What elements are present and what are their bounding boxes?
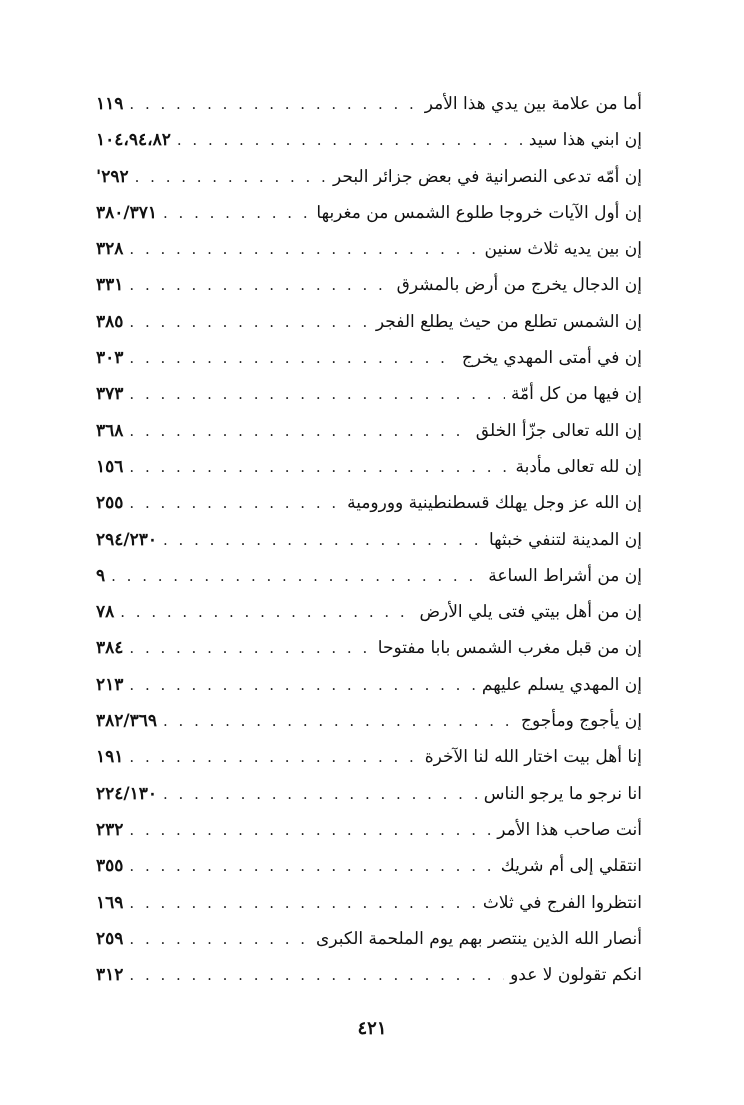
- entry-page-number: ١١٩: [96, 94, 124, 114]
- dot-leader: [129, 421, 469, 441]
- entry-text: أما من علامة بين يدي هذا الأمر: [424, 94, 642, 114]
- entry-page-number: ٣٣١: [96, 275, 124, 296]
- index-entry: [96, 675, 642, 711]
- dot-leader: [129, 348, 455, 368]
- entry-page-number: ١٩١: [96, 747, 124, 768]
- entry-page-number: ٢٢٤/١٣٠: [96, 783, 157, 804]
- dot-leader: [129, 638, 371, 658]
- entry-text: إن يأجوج ومأجوج: [521, 711, 642, 732]
- entry-text: انا نرجو ما يرجو الناس: [483, 783, 642, 804]
- entry-page-number: ١٥٦: [96, 456, 124, 477]
- entry-page-number: ٣٨٥: [96, 311, 124, 332]
- dot-leader: [129, 493, 341, 513]
- entry-page-number: ١٠٤،٩٤،٨٢: [96, 130, 171, 151]
- index-entry: [96, 130, 642, 166]
- index-entry: [96, 784, 642, 820]
- dot-leader: [129, 820, 491, 840]
- entry-text: إن الدجال يخرج من أرض بالمشرق: [396, 275, 642, 296]
- index-entry: [96, 94, 642, 130]
- dot-leader: [135, 167, 327, 187]
- dot-leader: [163, 711, 515, 731]
- dot-leader: [120, 602, 413, 622]
- dot-leader: [163, 530, 483, 550]
- entry-text: انكم تقولون لا عدو: [510, 965, 642, 986]
- index-entry: [96, 530, 642, 566]
- index-entry: [96, 384, 642, 420]
- entry-text: إن أول الآيات خروجا طلوع الشمس من مغربها: [316, 202, 642, 223]
- entry-text: إن لله تعالى مأدبة: [515, 456, 642, 477]
- entry-text: أنت صاحب هذا الأمر: [497, 819, 642, 840]
- index-entry: [96, 348, 642, 384]
- entry-text: انتظروا الفرج في ثلاث: [482, 892, 642, 913]
- entry-text: إن من قبل مغرب الشمس بابا مفتوحا: [377, 638, 642, 659]
- dot-leader: [129, 965, 504, 985]
- entry-text: إن الله عز وجل يهلك قسطنطينية وورومية: [347, 493, 642, 514]
- index-entry: [96, 747, 642, 783]
- dot-leader: [129, 893, 477, 913]
- page-number: ٤٢١: [357, 1018, 387, 1039]
- entry-page-number: ٣٨٤: [96, 638, 124, 659]
- dot-leader: [129, 239, 478, 259]
- entry-page-number: ٣٨٢/٣٦٩: [96, 711, 157, 732]
- entry-page-number: ٣٠٣: [96, 348, 124, 369]
- entry-page-number: ٣٧٣: [96, 384, 124, 405]
- entry-text: إن أمّه تدعى النصرانية في بعض جزائر البحر: [333, 166, 642, 187]
- entry-text: انتقلي إلى أم شريك: [500, 856, 642, 877]
- index-entry: [96, 638, 642, 674]
- entry-page-number: ٧٨: [96, 602, 115, 623]
- dot-leader: [129, 856, 494, 876]
- entry-text: أنصار الله الذين ينتصر بهم يوم الملحمة الكبرى: [316, 928, 642, 949]
- index-entry: [96, 239, 642, 275]
- entry-page-number: ٢٣٢: [96, 819, 124, 840]
- index-entry: [96, 167, 642, 203]
- entry-text: إن الشمس تطلع من حيث يطلع الفجر: [375, 311, 642, 332]
- index-entry: [96, 893, 642, 929]
- dot-leader: [129, 94, 418, 114]
- index-entry: [96, 203, 642, 239]
- entry-text: إن الله تعالى جزّأ الخلق: [475, 420, 642, 441]
- entry-page-number: ٣١٢: [96, 965, 124, 986]
- entry-page-number: ١٦٩: [96, 892, 124, 913]
- entry-text: إن من أهل بيتي فتى يلي الأرض: [419, 602, 642, 623]
- index-entry: [96, 602, 642, 638]
- dot-leader: [129, 275, 390, 295]
- dot-leader: [111, 566, 482, 586]
- index-entry: [96, 421, 642, 457]
- dot-leader: [129, 929, 310, 949]
- index-entry: [96, 929, 642, 965]
- index-entry: [96, 312, 642, 348]
- entry-text: إن بين يديه ثلاث سنين: [484, 239, 642, 260]
- entry-text: إن المدينة لتنفي خبثها: [488, 529, 642, 550]
- entry-page-number: ٣٢٨: [96, 239, 124, 260]
- entry-text: إن ابني هذا سيد: [528, 130, 642, 151]
- index-entry: [96, 275, 642, 311]
- index-entry: [96, 965, 642, 1001]
- entry-page-number: ٢٥٩: [96, 928, 124, 949]
- entry-text: إن المهدي يسلم عليهم: [481, 674, 642, 695]
- dot-leader: [129, 675, 475, 695]
- entry-text: إن فيها من كل أمّة: [510, 384, 642, 405]
- dot-leader: [129, 312, 369, 332]
- dot-leader: [129, 457, 509, 477]
- entry-page-number: ٩: [96, 565, 106, 586]
- entry-text: إن من أشراط الساعة: [488, 565, 642, 586]
- index-entry: [96, 856, 642, 892]
- index-list: [96, 94, 642, 1001]
- index-entry: [96, 820, 642, 856]
- dot-leader: [177, 130, 523, 150]
- entry-page-number: ٢٩٤/٢٣٠: [96, 529, 157, 550]
- entry-page-number: ٣٦٨: [96, 420, 124, 441]
- entry-page-number: ٢٩٢': [96, 166, 129, 187]
- entry-text: إنا أهل بيت اختار الله لنا الآخرة: [424, 747, 642, 768]
- index-entry: [96, 711, 642, 747]
- entry-page-number: ٢١٣: [96, 674, 124, 695]
- entry-page-number: ٣٥٥: [96, 856, 124, 877]
- dot-leader: [129, 384, 505, 404]
- dot-leader: [163, 784, 478, 804]
- entry-text: إن في أمتى المهدي يخرج: [461, 348, 642, 369]
- dot-leader: [129, 747, 418, 767]
- entry-page-number: ٣٨٠/٣٧١: [96, 202, 157, 223]
- index-entry: [96, 457, 642, 493]
- entry-page-number: ٢٥٥: [96, 493, 124, 514]
- index-entry: [96, 566, 642, 602]
- index-entry: [96, 493, 642, 529]
- dot-leader: [163, 203, 310, 223]
